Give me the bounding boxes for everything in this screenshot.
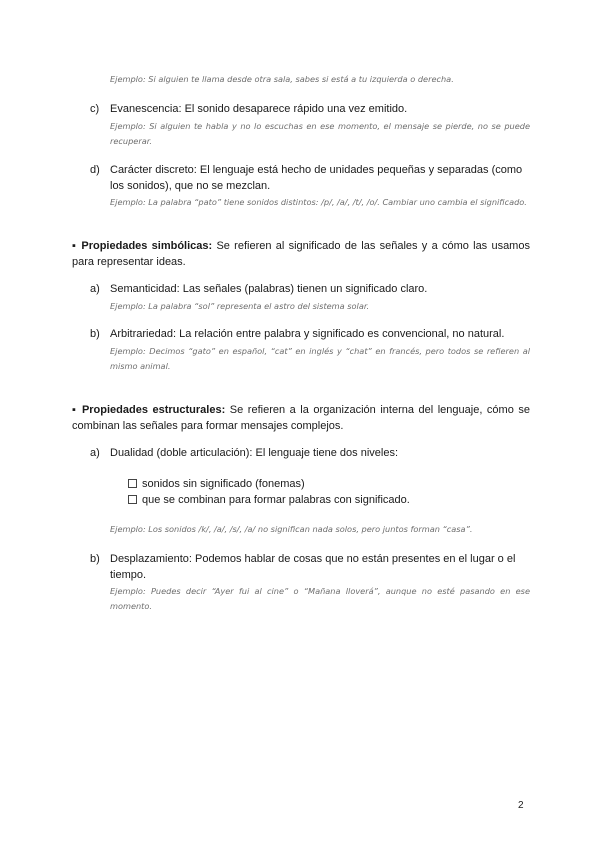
checklist-item: [128, 477, 305, 492]
top-example: Ejemplo: Si alguien te llama desde otra sala, sabes si está a tu izquierda o derecha.: [110, 74, 454, 84]
bullet: ▪: [72, 404, 82, 416]
checklist-label: sonidos sin significado (fonemas): [142, 478, 305, 490]
section-text: Se refieren al significado de las señales y a cómo las usamos para representar ideas.: [72, 240, 530, 268]
item-example: Ejemplo: Decimos “gato” en español, “cat” en inglés y “chat” en francés, pero todos se refieren al mismo animal.: [110, 345, 530, 371]
list-marker: a): [90, 447, 100, 459]
list-marker: c): [90, 103, 100, 115]
item-example: Ejemplo: Si alguien te habla y no lo escuchas en ese momento, el mensaje se pierde, no se puede recuperar.: [110, 120, 530, 146]
list-item-dualidad: [90, 446, 530, 462]
item-text: Semanticidad: Las señales (palabras) tienen un significado claro.: [110, 283, 428, 295]
checklist-item: [128, 493, 410, 508]
checkbox-icon[interactable]: [128, 495, 137, 504]
list-item-evanescencia: [90, 102, 530, 149]
item-text: Desplazamiento: Podemos hablar de cosas que no están presentes en el lugar o el tiempo.: [110, 553, 516, 581]
item-text: Carácter discreto: El lenguaje está hecho de unidades pequeñas y separadas (como los sonidos), que no se mezclan.: [110, 164, 523, 192]
list-item-desplazamiento: [90, 552, 530, 614]
item-text: Dualidad (doble articulación): El lenguaje tiene dos niveles:: [110, 447, 399, 459]
item-text: Arbitrariedad: La relación entre palabra y significado es convencional, no natural.: [110, 328, 505, 340]
page-number: 2: [518, 800, 524, 811]
section-text: Se refieren a la organización interna del lenguaje, cómo se combinan las señales para formar mensajes complejos.: [72, 404, 530, 432]
section-symbolic: [72, 238, 530, 270]
item-text: Evanescencia: El sonido desaparece rápido una vez emitido.: [110, 103, 408, 115]
dualidad-example: Ejemplo: Los sonidos /k/, /a/, /s/, /a/ no significan nada solos, pero juntos forman “casa”.: [110, 524, 473, 534]
checklist-label: que se combinan para formar palabras con significado.: [142, 494, 410, 506]
list-marker: b): [90, 553, 100, 565]
list-item-caracter-discreto: [90, 163, 530, 210]
checkbox-icon[interactable]: [128, 479, 137, 488]
bullet: ▪: [72, 240, 82, 252]
list-marker: a): [90, 283, 100, 295]
list-marker: b): [90, 328, 100, 340]
section-structural: [72, 402, 530, 434]
item-example: Ejemplo: La palabra “sol” representa el astro del sistema solar.: [110, 300, 370, 311]
list-item-arbitrariedad: [90, 327, 530, 374]
list-item-semanticidad: [90, 282, 530, 314]
list-marker: d): [90, 164, 100, 176]
section-title: Propiedades estructurales:: [81, 404, 226, 416]
item-example: Ejemplo: Puedes decir “Ayer fui al cine” o “Mañana lloverá”, aunque no esté pasando en ese momento.: [110, 586, 530, 611]
section-title: Propiedades simbólicas:: [81, 240, 213, 252]
item-example: Ejemplo: La palabra “pato” tiene sonidos distintos: /p/, /a/, /t/, /o/. Cambiar uno cambia el significado.: [110, 197, 527, 207]
